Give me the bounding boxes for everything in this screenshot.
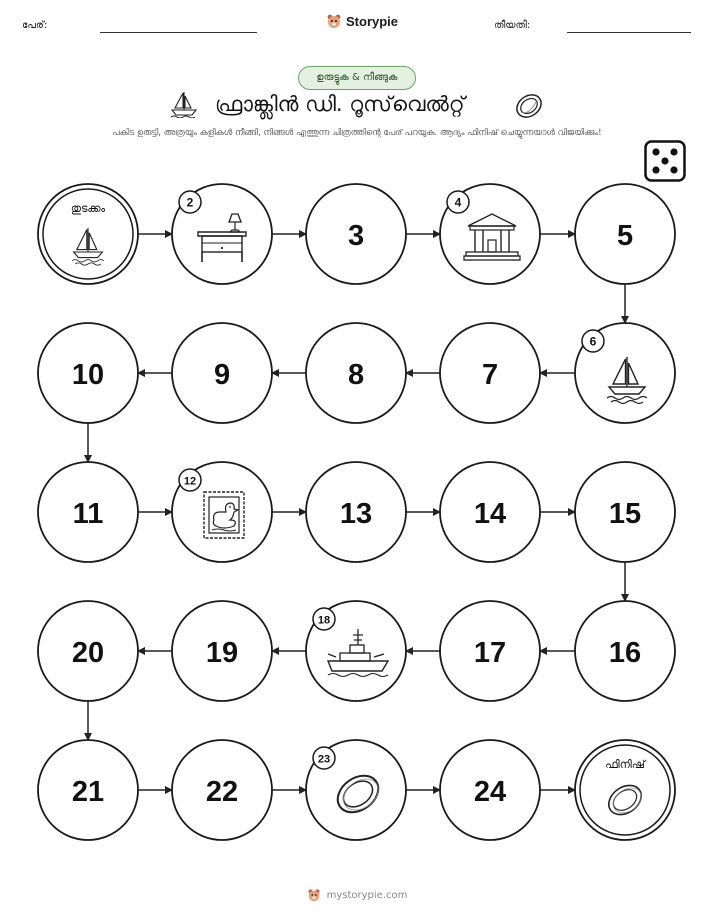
space-number: 24 xyxy=(473,776,507,808)
board-space-5 xyxy=(575,184,675,284)
space-number: 14 xyxy=(473,498,507,530)
footer xyxy=(0,888,714,902)
board-space-10 xyxy=(38,323,138,423)
board-space-7 xyxy=(440,323,540,423)
board-space-15 xyxy=(575,462,675,562)
space-number: 3 xyxy=(347,220,365,252)
board-space-20 xyxy=(38,601,138,701)
space-number: 13 xyxy=(339,498,373,530)
board-space-14 xyxy=(440,462,540,562)
name-label: പേര്: xyxy=(22,20,48,31)
board-space-13 xyxy=(306,462,406,562)
game-type-badge: ഉരുട്ടുക & നീങ്ങുക xyxy=(298,66,416,90)
space-badge-label: 4 xyxy=(454,195,462,210)
space-number: 8 xyxy=(347,359,365,391)
space-number: 10 xyxy=(71,359,105,391)
footer-url: mystorypie.com xyxy=(326,889,408,901)
space-number: 5 xyxy=(616,220,634,252)
board-space-11 xyxy=(38,462,138,562)
board-space-21 xyxy=(38,740,138,840)
space-badge-label: 6 xyxy=(589,334,597,349)
storypie-mascot-icon xyxy=(307,888,321,902)
board-space-1 xyxy=(38,184,138,284)
board-space-18 xyxy=(306,601,406,701)
board-space-12 xyxy=(172,462,272,562)
space-number: 16 xyxy=(608,637,642,669)
board-space-9 xyxy=(172,323,272,423)
board-space-6 xyxy=(575,323,675,423)
board-space-25 xyxy=(575,740,675,840)
board-space-3 xyxy=(306,184,406,284)
space-number: 20 xyxy=(71,637,105,669)
space-number: 17 xyxy=(473,637,507,669)
space-badge-label: 12 xyxy=(183,475,197,488)
board-space-4 xyxy=(440,184,540,284)
board-space-8 xyxy=(306,323,406,423)
finish-label: ഫിനിഷ് xyxy=(605,758,645,771)
board-space-24 xyxy=(440,740,540,840)
instructions: പകിട ഉരുട്ടി, അത്രയും കളികൾ നീങ്ങി, നിങ്ങൾ എത്തുന്ന ചിത്രത്തിന്റെ പേര് പറയുക. ആദ്യം ഫിനിഷ് ചെയ്യുന്നയാൾ വിജയിക്കും! xyxy=(112,128,602,138)
board-space-19 xyxy=(172,601,272,701)
space-number: 11 xyxy=(72,498,104,530)
space-number: 9 xyxy=(213,359,231,391)
space-number: 19 xyxy=(205,637,239,669)
space-badge-label: 18 xyxy=(317,614,331,627)
board-space-16 xyxy=(575,601,675,701)
board-space-23 xyxy=(306,740,406,840)
space-badge-label: 23 xyxy=(317,753,331,766)
board-space-17 xyxy=(440,601,540,701)
space-number: 7 xyxy=(481,359,499,391)
page-title: ഫ്രാങ്ക്ലിൻ ഡി. റൂസ്‌വെൽറ്റ് xyxy=(215,92,465,116)
start-label: തുടക്കം xyxy=(70,202,106,215)
date-label: തീയതി: xyxy=(494,20,531,31)
space-number: 15 xyxy=(608,498,642,530)
board-space-22 xyxy=(172,740,272,840)
space-number: 21 xyxy=(71,776,105,808)
brand-name: Storypie xyxy=(346,13,399,29)
space-badge-label: 2 xyxy=(186,195,194,210)
space-number: 22 xyxy=(205,776,239,808)
board-space-2 xyxy=(172,184,272,284)
